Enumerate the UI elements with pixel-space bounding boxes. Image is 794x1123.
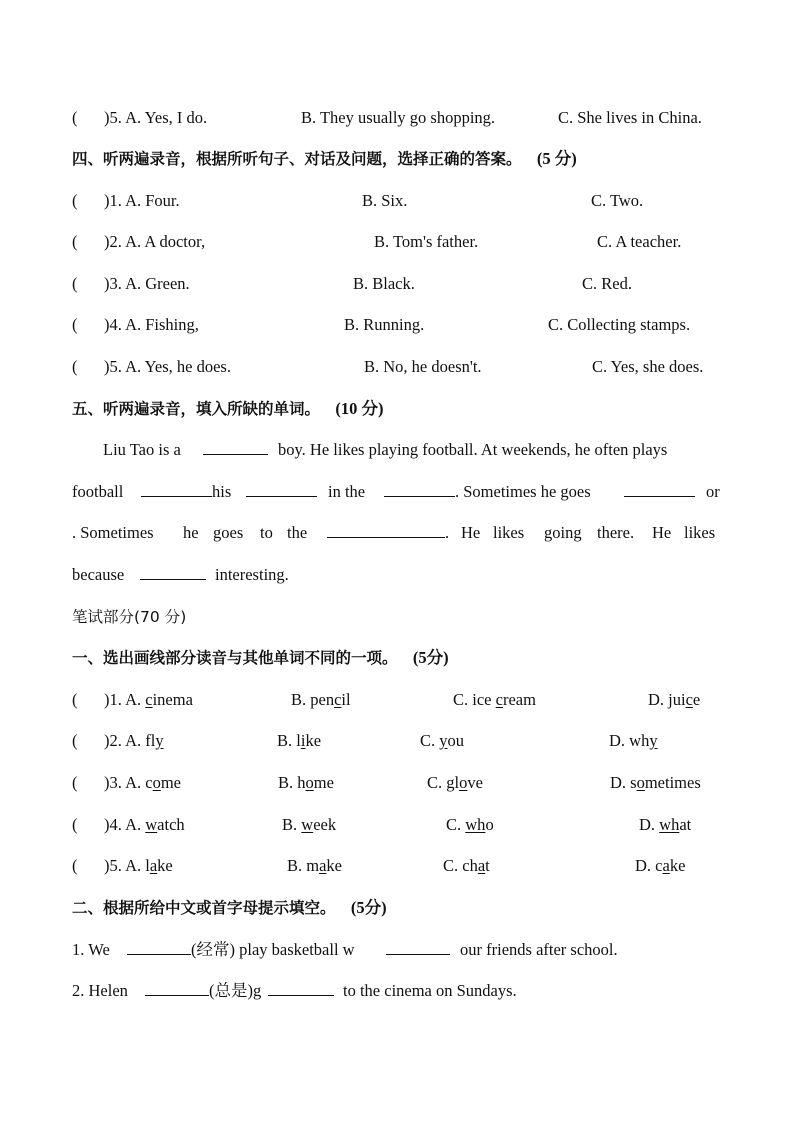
option-row bbox=[72, 688, 722, 712]
question-text: 2. Helen bbox=[72, 981, 128, 1000]
question-number: )3. A. come bbox=[104, 773, 181, 792]
passage-text: interesting. bbox=[215, 565, 289, 584]
written-section-title: 笔试部分(70 分) bbox=[72, 608, 187, 626]
answer-paren[interactable]: ( bbox=[72, 815, 78, 834]
question-number: )4. A. watch bbox=[104, 815, 185, 834]
fill-blank[interactable] bbox=[384, 480, 455, 497]
option-row bbox=[72, 729, 722, 753]
answer-paren[interactable]: ( bbox=[72, 108, 78, 127]
passage-line bbox=[72, 480, 722, 504]
option-b: B. No, he doesn't. bbox=[364, 357, 482, 376]
fill-blank[interactable] bbox=[140, 563, 206, 580]
answer-paren[interactable]: ( bbox=[72, 773, 78, 792]
option-d: D. sometimes bbox=[610, 773, 701, 792]
answer-paren[interactable]: ( bbox=[72, 357, 78, 376]
section-heading bbox=[72, 397, 722, 421]
answer-paren[interactable]: ( bbox=[72, 274, 78, 293]
section-score: (10 分) bbox=[335, 399, 384, 418]
section-title: 二、根据所给中文或首字母提示填空。 bbox=[72, 899, 336, 917]
section-score: (5 分) bbox=[536, 149, 577, 168]
option-row bbox=[72, 272, 722, 296]
answer-paren[interactable]: ( bbox=[72, 856, 78, 875]
option-b: B. pencil bbox=[291, 690, 351, 709]
option-b: B. They usually go shopping. bbox=[301, 108, 496, 127]
passage-text: he bbox=[183, 523, 199, 542]
passage-text: the bbox=[287, 523, 308, 542]
question-text: (经常) play basketball w bbox=[191, 940, 355, 959]
answer-paren[interactable]: ( bbox=[72, 232, 78, 251]
fill-blank[interactable] bbox=[624, 480, 695, 497]
passage-text: likes bbox=[493, 523, 525, 542]
passage-line bbox=[72, 563, 722, 587]
passage-line bbox=[72, 438, 722, 462]
option-c: C. ice cream bbox=[453, 690, 536, 709]
question-number: )4. A. Fishing, bbox=[104, 315, 199, 334]
passage-line bbox=[72, 521, 722, 545]
option-b: B. home bbox=[278, 773, 334, 792]
option-c: C. She lives in China. bbox=[558, 108, 702, 127]
passage-text: in the bbox=[328, 482, 366, 501]
option-row bbox=[72, 854, 722, 878]
answer-paren[interactable]: ( bbox=[72, 731, 78, 750]
option-c: C. Collecting stamps. bbox=[548, 315, 691, 334]
answer-paren[interactable]: ( bbox=[72, 315, 78, 334]
section-title: 五、听两遍录音，填入所缺的单词。 bbox=[72, 400, 321, 418]
option-c: C. glove bbox=[427, 773, 483, 792]
option-row bbox=[72, 189, 722, 213]
option-d: D. what bbox=[639, 815, 692, 834]
question-number: )2. A. fly bbox=[104, 731, 164, 750]
option-c: C. A teacher. bbox=[597, 232, 682, 251]
section-score: (5分) bbox=[350, 898, 387, 917]
section-title: 四、听两遍录音，根据所听句子、对话及问题，选择正确的答案。 bbox=[72, 150, 522, 168]
option-b: B. Tom's father. bbox=[374, 232, 479, 251]
option-b: B. make bbox=[287, 856, 342, 875]
fill-blank[interactable] bbox=[268, 979, 334, 996]
option-b: B. week bbox=[282, 815, 337, 834]
option-b: B. Black. bbox=[353, 274, 415, 293]
fill-blank[interactable] bbox=[386, 938, 450, 955]
fill-blank[interactable] bbox=[203, 438, 268, 455]
passage-text: there. bbox=[597, 523, 635, 542]
passage-text: football bbox=[72, 482, 124, 501]
passage-text: or bbox=[706, 482, 720, 501]
question-number: )1. A. Four. bbox=[104, 191, 180, 210]
option-d: D. cake bbox=[635, 856, 686, 875]
option-c: C. Two. bbox=[591, 191, 644, 210]
passage-text: because bbox=[72, 565, 125, 584]
fill-blank[interactable] bbox=[145, 979, 209, 996]
passage-text: likes bbox=[684, 523, 716, 542]
option-b: B. Running. bbox=[344, 315, 425, 334]
question-text: 1. We bbox=[72, 940, 110, 959]
question-number: )5. A. Yes, I do. bbox=[104, 108, 208, 127]
passage-text: . Sometimes he goes bbox=[455, 482, 591, 501]
option-b: B. Six. bbox=[362, 191, 408, 210]
option-b: B. like bbox=[277, 731, 322, 750]
question-number: )1. A. cinema bbox=[104, 690, 193, 709]
section-heading bbox=[72, 896, 722, 920]
option-c: C. Yes, she does. bbox=[592, 357, 704, 376]
fill-question bbox=[72, 938, 722, 962]
option-c: C. chat bbox=[443, 856, 490, 875]
passage-text: goes bbox=[213, 523, 244, 542]
section-score: (5分) bbox=[412, 648, 449, 667]
passage-text: He bbox=[461, 523, 481, 542]
passage-text: boy. He likes playing football. At weekends, he often plays bbox=[278, 440, 668, 459]
fill-blank[interactable] bbox=[127, 938, 191, 955]
passage-text: to bbox=[260, 523, 273, 542]
option-row bbox=[72, 813, 722, 837]
section-title: 一、选出画线部分读音与其他单词不同的一项。 bbox=[72, 649, 398, 667]
option-row bbox=[72, 355, 722, 379]
option-d: D. juice bbox=[648, 690, 701, 709]
passage-text: He bbox=[652, 523, 672, 542]
option-d: D. why bbox=[609, 731, 658, 750]
answer-paren[interactable]: ( bbox=[72, 690, 78, 709]
answer-paren[interactable]: ( bbox=[72, 191, 78, 210]
section-heading bbox=[72, 646, 722, 670]
section-heading bbox=[72, 147, 722, 171]
fill-blank[interactable] bbox=[327, 521, 445, 538]
passage-text: . Sometimes bbox=[72, 523, 154, 542]
option-c: C. who bbox=[446, 815, 494, 834]
question-text: to the cinema on Sundays. bbox=[343, 981, 517, 1000]
passage-text: his bbox=[212, 482, 232, 501]
option-c: C. Red. bbox=[582, 274, 632, 293]
fill-blank[interactable] bbox=[246, 480, 317, 497]
fill-blank[interactable] bbox=[141, 480, 212, 497]
question-number: )5. A. Yes, he does. bbox=[104, 357, 231, 376]
fill-question bbox=[72, 979, 722, 1003]
passage-text: going bbox=[544, 523, 582, 542]
option-row bbox=[72, 313, 722, 337]
option-row bbox=[72, 106, 722, 130]
question-number: )2. A. A doctor, bbox=[104, 232, 206, 251]
question-text: (总是)g bbox=[209, 981, 262, 1000]
question-text: our friends after school. bbox=[460, 940, 618, 959]
passage-text: Liu Tao is a bbox=[103, 440, 181, 459]
question-number: )5. A. lake bbox=[104, 856, 173, 875]
option-row bbox=[72, 771, 722, 795]
question-number: )3. A. Green. bbox=[104, 274, 190, 293]
passage-text: . bbox=[445, 523, 450, 542]
option-c: C. you bbox=[420, 731, 465, 750]
option-row bbox=[72, 230, 722, 254]
